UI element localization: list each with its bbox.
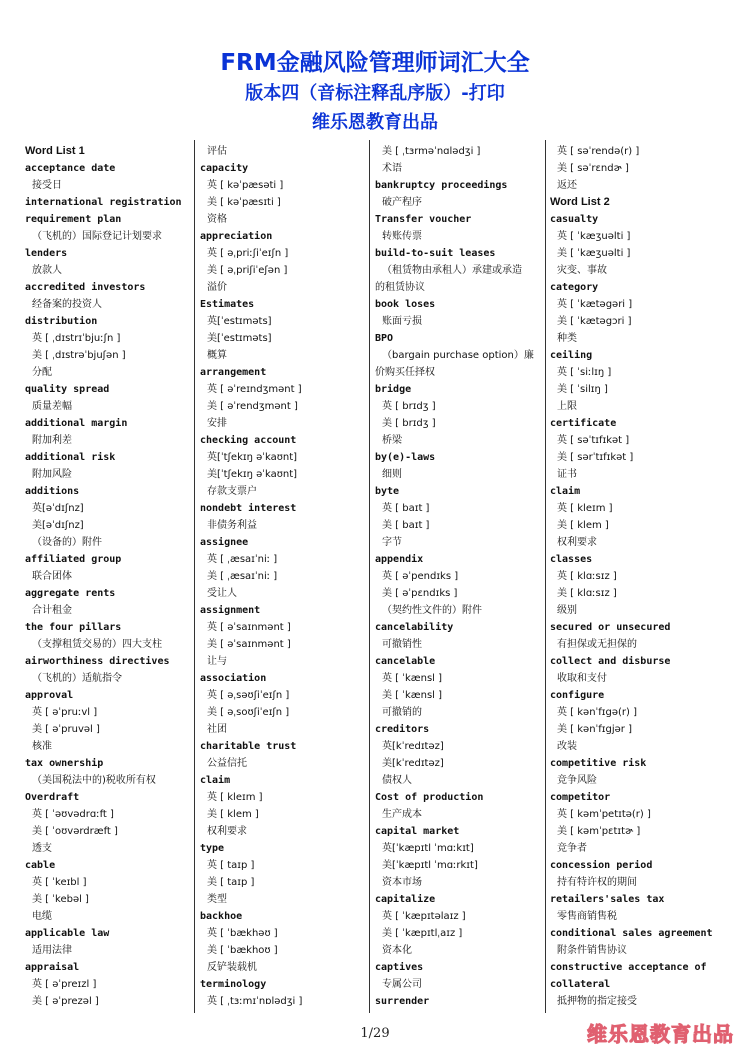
- entry-line: 英 [ kleɪm ]: [207, 792, 263, 803]
- term: byte: [375, 486, 400, 497]
- page-number: 1/29: [360, 1026, 390, 1041]
- entry-line: 美 [ taɪp ]: [207, 877, 255, 888]
- term: bankruptcy proceedings: [375, 180, 508, 191]
- term: collect and disburse: [550, 656, 671, 667]
- entry-line: 美[kˈredɪtəz]: [382, 758, 444, 769]
- glossary-column-2: [200, 143, 365, 1013]
- entry-line: 英 [ əˈpendɪks ]: [382, 571, 459, 582]
- watermark-logo: 维乐恩教育出品: [587, 1022, 734, 1046]
- term: nondebt interest: [200, 503, 297, 514]
- entry-line: 的租赁协议: [375, 282, 425, 293]
- term: Overdraft: [25, 792, 80, 803]
- entry-line: 英 [ ˈəʊvədrɑːft ]: [32, 809, 114, 820]
- term: competitive risk: [550, 758, 647, 769]
- entry-line: 有担保或无担保的: [557, 639, 637, 650]
- entry-line: （设备的）附件: [32, 537, 102, 548]
- entry-line: 英 [ kəˈpæsəti ]: [207, 180, 284, 191]
- entry-line: 英[kˈredɪtəz]: [382, 741, 444, 752]
- term: Transfer voucher: [375, 214, 472, 225]
- entry-line: 美 [ əˈsaɪnmənt ]: [207, 639, 291, 650]
- term: lenders: [25, 248, 68, 259]
- entry-line: 美 [ ˈkætəgɔri ]: [557, 316, 632, 327]
- entry-line: 灾变、事故: [557, 265, 607, 276]
- term: assignee: [200, 537, 249, 548]
- term: charitable trust: [200, 741, 297, 752]
- term: aggregate rents: [25, 588, 116, 599]
- entry-line: 收取和支付: [557, 673, 607, 684]
- entry-line: 放款人: [32, 265, 62, 276]
- term: appreciation: [200, 231, 273, 242]
- word-list-heading: Word List 1: [25, 145, 85, 157]
- entry-line: 抵押物的指定接受: [557, 996, 637, 1007]
- term: retailers'sales tax: [550, 894, 665, 905]
- entry-line: 英 [ klɑːsɪz ]: [557, 571, 617, 582]
- entry-line: 英 [ ˈkænsl ]: [382, 673, 443, 684]
- entry-line: 美 [ ˈbækhoʊ ]: [207, 945, 278, 956]
- entry-line: 英 [ əˌpriːʃiˈeɪʃn ]: [207, 248, 289, 259]
- entry-line: 价购买任择权: [375, 367, 435, 378]
- entry-line: 附条件销售协议: [557, 945, 627, 956]
- entry-line: 非债务利益: [207, 520, 257, 531]
- entry-line: 英 [ əˌsəʊʃiˈeɪʃn ]: [207, 690, 290, 701]
- entry-line: 专属公司: [382, 979, 422, 990]
- entry-line: 英 [ ˈkætəgəri ]: [557, 299, 633, 310]
- entry-line: 美 [ ˈkæpɪtlˌaɪz ]: [382, 928, 463, 939]
- term: classes: [550, 554, 593, 565]
- term: tax ownership: [25, 758, 104, 769]
- term: configure: [550, 690, 605, 701]
- entry-line: 附加风险: [32, 469, 72, 480]
- term: airworthiness directives: [25, 656, 170, 667]
- term: arrangement: [200, 367, 267, 378]
- column-divider: [194, 140, 195, 1013]
- entry-line: 英 [ əˈpruːvl ]: [32, 707, 98, 718]
- entry-line: 英 [ ˈsiːlɪŋ ]: [557, 367, 612, 378]
- entry-line: 细则: [382, 469, 402, 480]
- term: appendix: [375, 554, 424, 565]
- entry-line: 权利要求: [207, 826, 247, 837]
- entry-line: 美 [ əˈpɛndɪks ]: [382, 588, 458, 599]
- entry-line: 美 [ ˈoʊvərdræft ]: [32, 826, 118, 837]
- entry-line: 英 [ ˈkæpɪtəlaɪz ]: [382, 911, 466, 922]
- entry-line: 零售商销售税: [557, 911, 617, 922]
- entry-line: 透支: [32, 843, 52, 854]
- term: additional risk: [25, 452, 116, 463]
- entry-line: 适用法律: [32, 945, 72, 956]
- entry-line: 联合团体: [32, 571, 72, 582]
- entry-line: 级别: [557, 605, 577, 616]
- entry-line: 英 [ əˈsaɪnmənt ]: [207, 622, 291, 633]
- entry-line: 美 [ klem ]: [207, 809, 259, 820]
- entry-line: 英 [ ˌtɜːmɪˈnɒlədʒi ]: [207, 996, 303, 1007]
- term: capacity: [200, 163, 249, 174]
- entry-line: 美[ˈtʃekɪŋ əˈkaʊnt]: [207, 469, 298, 480]
- entry-line: 竞争者: [557, 843, 587, 854]
- document-subtitle: 版本四（音标注释乱序版）-打印: [245, 83, 505, 104]
- term: terminology: [200, 979, 267, 990]
- term: competitor: [550, 792, 611, 803]
- entry-line: 美 [ baɪt ]: [382, 520, 430, 531]
- entry-line: （支撑租赁交易的）四大支柱: [32, 639, 162, 650]
- term: build-to-suit leases: [375, 248, 496, 259]
- term: approval: [25, 690, 74, 701]
- entry-line: 美 [ kənˈfɪgjər ]: [557, 724, 632, 735]
- entry-line: 返还: [557, 180, 577, 191]
- entry-line: 评估: [207, 146, 227, 157]
- entry-line: （美国税法中的)税收所有权: [32, 775, 156, 786]
- entry-line: 美 [ klɑːsɪz ]: [557, 588, 617, 599]
- entry-line: 美 [ kəˈpæsɪti ]: [207, 197, 281, 208]
- entry-line: （飞机的）国际登记计划要求: [32, 231, 162, 242]
- term: captives: [375, 962, 424, 973]
- entry-line: 资本化: [382, 945, 412, 956]
- entry-line: 美 [ kəmˈpɛtɪtɚ ]: [557, 826, 641, 837]
- term: creditors: [375, 724, 430, 735]
- entry-line: 竞争风险: [557, 775, 597, 786]
- entry-line: 美 [ ˌæsaɪˈniː ]: [207, 571, 278, 582]
- entry-line: 存款支票户: [207, 486, 257, 497]
- entry-line: 美[ˈestɪməts]: [207, 333, 272, 344]
- entry-line: 英 [ kənˈfɪgə(r) ]: [557, 707, 638, 718]
- term: capital market: [375, 826, 460, 837]
- entry-line: 美 [ ˈkebəl ]: [32, 894, 89, 905]
- term: casualty: [550, 214, 599, 225]
- entry-line: 英 [ ˌæsaɪˈniː ]: [207, 554, 278, 565]
- entry-line: 种类: [557, 333, 577, 344]
- term: the four pillars: [25, 622, 122, 633]
- entry-line: 美 [ ˈkænsl ]: [382, 690, 443, 701]
- entry-line: 美 [ əˈprezəl ]: [32, 996, 99, 1007]
- entry-line: 核准: [32, 741, 52, 752]
- entry-line: 上限: [557, 401, 577, 412]
- entry-line: 英[ˈestɪməts]: [207, 316, 272, 327]
- term: appraisal: [25, 962, 80, 973]
- term: cancelable: [375, 656, 436, 667]
- word-list-heading: Word List 2: [550, 196, 610, 208]
- entry-line: 质量差幅: [32, 401, 72, 412]
- document-title: FRM金融风险管理师词汇大全: [220, 50, 530, 76]
- entry-line: 美 [ ˌtɜrməˈnɑlədʒi ]: [382, 146, 481, 157]
- entry-line: 英 [ əˈpreɪzl ]: [32, 979, 97, 990]
- entry-line: 美[əˈdɪʃnz]: [32, 520, 84, 531]
- entry-line: 证书: [557, 469, 577, 480]
- entry-line: 英 [ taɪp ]: [207, 860, 255, 871]
- term: requirement plan: [25, 214, 122, 225]
- entry-line: 社团: [207, 724, 227, 735]
- term: assignment: [200, 605, 261, 616]
- entry-line: 英 [ ˈkeɪbl ]: [32, 877, 87, 888]
- term: acceptance date: [25, 163, 116, 174]
- entry-line: 资本市场: [382, 877, 422, 888]
- term: checking account: [200, 435, 297, 446]
- column-divider: [545, 140, 546, 1013]
- entry-line: 美 [ əˌsoʊʃiˈeɪʃn ]: [207, 707, 290, 718]
- entry-line: （契约性文件的）附件: [382, 605, 482, 616]
- entry-line: 账面亏损: [382, 316, 422, 327]
- term: capitalize: [375, 894, 436, 905]
- term: bridge: [375, 384, 412, 395]
- entry-line: （飞机的）适航指令: [32, 673, 122, 684]
- entry-line: 美 [ ˈkæʒuəlti ]: [557, 248, 631, 259]
- entry-line: 英 [ əˈreɪndʒmənt ]: [207, 384, 302, 395]
- entry-line: 术语: [382, 163, 402, 174]
- term: concession period: [550, 860, 653, 871]
- entry-line: 资格: [207, 214, 227, 225]
- entry-line: 英 [ ˈkæʒuəlti ]: [557, 231, 631, 242]
- entry-line: 电缆: [32, 911, 52, 922]
- entry-line: （bargain purchase option）廉: [382, 350, 534, 361]
- term: collateral: [550, 979, 611, 990]
- term: type: [200, 843, 225, 854]
- entry-line: 持有特许权的期间: [557, 877, 637, 888]
- column-divider: [369, 140, 370, 1013]
- entry-line: 公益信托: [207, 758, 247, 769]
- term: book loses: [375, 299, 436, 310]
- entry-line: 英 [ ˌdɪstrɪˈbjuːʃn ]: [32, 333, 121, 344]
- term: quality spread: [25, 384, 110, 395]
- entry-line: 安排: [207, 418, 227, 429]
- entry-line: 英 [ baɪt ]: [382, 503, 430, 514]
- term: secured or unsecured: [550, 622, 671, 633]
- entry-line: 破产程序: [382, 197, 422, 208]
- term: conditional sales agreement: [550, 928, 713, 939]
- entry-line: 英 [ səˈrendə(r) ]: [557, 146, 640, 157]
- entry-line: 美[ˈkæpɪtl ˈmɑːrkɪt]: [382, 860, 478, 871]
- entry-line: 美 [ əˌpriʃiˈeʃən ]: [207, 265, 288, 276]
- glossary-column-3: [375, 143, 545, 1013]
- term: Cost of production: [375, 792, 484, 803]
- term: additional margin: [25, 418, 128, 429]
- term: association: [200, 673, 267, 684]
- term: constructive acceptance of: [550, 962, 707, 973]
- term: affiliated group: [25, 554, 122, 565]
- entry-line: 可撤销的: [382, 707, 422, 718]
- entry-line: 美 [ əˈrendʒmənt ]: [207, 401, 298, 412]
- term: ceiling: [550, 350, 593, 361]
- term: additions: [25, 486, 80, 497]
- entry-line: 美 [ ˈsilɪŋ ]: [557, 384, 608, 395]
- entry-line: 英[əˈdɪʃnz]: [32, 503, 84, 514]
- publisher-line: 维乐恩教育出品: [312, 112, 438, 133]
- entry-line: 美 [ klem ]: [557, 520, 609, 531]
- term: backhoe: [200, 911, 243, 922]
- entry-line: （租赁物由承租人）承建或承造: [382, 265, 522, 276]
- entry-line: 转账传票: [382, 231, 422, 242]
- entry-line: 美 [ əˈpruvəl ]: [32, 724, 100, 735]
- entry-line: 英 [ brɪdʒ ]: [382, 401, 436, 412]
- entry-line: 权利要求: [557, 537, 597, 548]
- entry-line: 反铲装载机: [207, 962, 257, 973]
- term: BPO: [375, 333, 394, 344]
- term: cable: [25, 860, 56, 871]
- entry-line: 概算: [207, 350, 227, 361]
- entry-line: 英 [ səˈtɪfɪkət ]: [557, 435, 630, 446]
- term: cancelability: [375, 622, 454, 633]
- glossary-column-4: [550, 143, 725, 1013]
- entry-line: 改装: [557, 741, 577, 752]
- term: accredited investors: [25, 282, 146, 293]
- term: by(e)-laws: [375, 452, 436, 463]
- entry-line: 经备案的投资人: [32, 299, 102, 310]
- term: claim: [550, 486, 581, 497]
- entry-line: 可撤销性: [382, 639, 422, 650]
- entry-line: 英[ˈkæpɪtl ˈmɑːkɪt]: [382, 843, 474, 854]
- entry-line: 溢价: [207, 282, 227, 293]
- glossary-column-1: [25, 143, 190, 1013]
- term: category: [550, 282, 599, 293]
- entry-line: 桥梁: [382, 435, 402, 446]
- entry-line: 美 [ ˌdɪstrəˈbjuʃən ]: [32, 350, 126, 361]
- entry-line: 英 [ kleɪm ]: [557, 503, 613, 514]
- term: certificate: [550, 418, 617, 429]
- entry-line: 附加利差: [32, 435, 72, 446]
- entry-line: 英[ˈtʃekɪŋ əˈkaʊnt]: [207, 452, 298, 463]
- term: distribution: [25, 316, 98, 327]
- entry-line: 生产成本: [382, 809, 422, 820]
- entry-line: 合计租金: [32, 605, 72, 616]
- entry-line: 美 [ sərˈtɪfɪkət ]: [557, 452, 634, 463]
- entry-line: 债权人: [382, 775, 412, 786]
- term: claim: [200, 775, 231, 786]
- term: international registration: [25, 197, 182, 208]
- entry-line: 字节: [382, 537, 402, 548]
- term: Estimates: [200, 299, 255, 310]
- term: applicable law: [25, 928, 110, 939]
- entry-line: 美 [ səˈrɛndɚ ]: [557, 163, 629, 174]
- entry-line: 英 [ kəmˈpetɪtə(r) ]: [557, 809, 651, 820]
- entry-line: 类型: [207, 894, 227, 905]
- entry-line: 英 [ ˈbækhəʊ ]: [207, 928, 278, 939]
- entry-line: 受让人: [207, 588, 237, 599]
- entry-line: 接受日: [32, 180, 62, 191]
- entry-line: 美 [ brɪdʒ ]: [382, 418, 436, 429]
- entry-line: 分配: [32, 367, 52, 378]
- entry-line: 让与: [207, 656, 227, 667]
- term: surrender: [375, 996, 430, 1007]
